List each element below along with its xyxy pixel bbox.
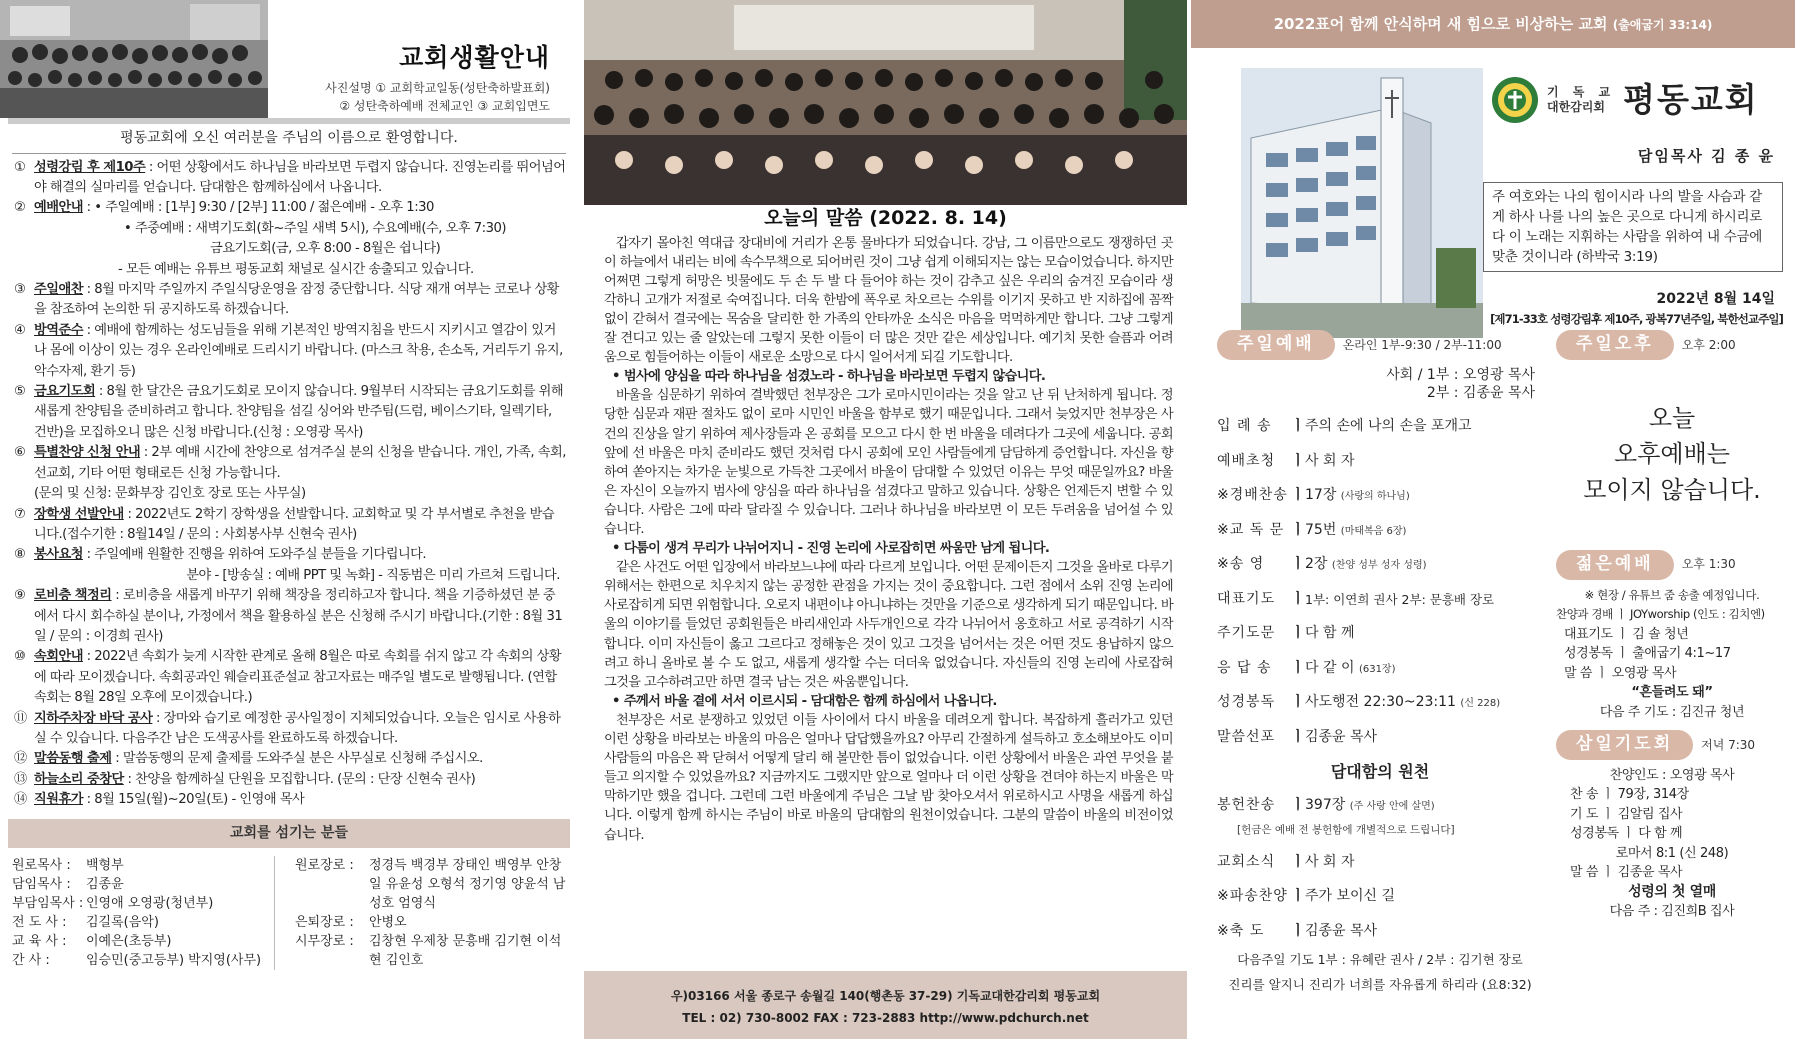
staff-row: 부담임목사 : 인영애 오영광(청년부) [12, 896, 214, 912]
sermon-paragraph: 바울을 심문하기 위하여 결박했던 천부장은 그가 로마시민이라는 것을 알고 난 뒤 난처하게 됩니다. 정당한 심문과 재판 절차도 없이 로마 시민인 바울을 함부로 했기 때문입니다. 그래서 늦었지만 천부장은 사건의 진상을 알기 위하여 제사장들과 온 공회를 모으고 다시 한 번 바울을 데려다가 그곳에 세웁니다. 공회 앞에 선 바울은 마치 준비라도 했던 것처럼 다시 공회에 모인 사람들에게 담담하게 증언합니다. 자신을 향하여 쏟아지는 차가운 눈빛으로 가득찬 그곳에서 바울이 담대할 수 있었던 이유는 무엇 때문일까요? 바울은 자신이 오늘까지 범사에 양심을 따라 하나님을 섬겼다고 말하고 있습니다. 상황은 언제든지 변할 수 있습니다. 사람은 그에 따라 달라질 수 있습니다. 그러나 하나님을 바라보면 이 모든 두려움을 넘어설 수 있습니다. [604, 388, 1173, 537]
notice-detail: (문의 및 신청: 문화부장 김인호 장로 또는 사무실) [34, 486, 306, 502]
denomination: 기 독 교 대한감리회 [1547, 85, 1616, 114]
order-item: 봉헌찬송 ㅣ 397장 (주 사랑 안에 살면) [1217, 797, 1435, 814]
offering-note: [헌금은 예배 전 봉헌함에 개별적으로 드립니다] [1237, 824, 1455, 837]
staff-list [0, 848, 578, 978]
staff-heading: 교회를 섬기는 분들 [8, 819, 570, 849]
notice-item: ⑥ 특별찬양 신청 안내 : 2부 예배 시간에 찬양으로 섬겨주실 분의 신청을 받습니다. 개인, 가족, 속회, 선교회, 기타 어떤 형태로든 신청 가능합니다. [14, 445, 566, 481]
yearly-motto: 2022표어 함께 안식하며 새 힘으로 비상하는 교회 (출애굽기 33:14) [1191, 0, 1795, 48]
sunday-service-label: 주일예배 [1217, 330, 1335, 360]
church-life-column [0, 0, 578, 1039]
notice-item: ⑪ 지하주차장 바닥 공사 : 장마와 습기로 예정한 공사일정이 지체되었습니다. 오늘은 임시로 사용하실 수 있습니다. 다음주간 남은 도색공사를 완료하도록 하겠습니다. [14, 710, 561, 746]
notice-item: ⑬ 하늘소리 중창단 : 찬양을 함께하실 단원을 모집합니다. (문의 : 단장 신현숙 권사) [14, 771, 476, 787]
notice-item: ⑫ 말씀동행 출제 : 말씀동행의 문제 출제를 도와주실 분은 사무실로 신청해 주십시오. [14, 751, 483, 767]
youth-service-time: 오후 1:30 [1681, 557, 1736, 572]
order-item: ※송 영 ㅣ 2장 (찬양 성부 성자 성령) [1217, 556, 1427, 573]
order-item: 응 답 송 ㅣ 다 같 이 (631장) [1217, 659, 1396, 676]
church-info [1191, 48, 1795, 348]
order-item: 성경봉독 ㅣ 사도행전 22:30~23:11 (신 228) [1217, 694, 1501, 711]
sunday-service-time: 온라인 1부-9:30 / 2부-11:00 [1342, 337, 1502, 352]
order-item: ※축 도 ㅣ 김종윤 목사 [1217, 922, 1378, 939]
order-item: 말씀선포 ㅣ 김종윤 목사 [1217, 728, 1378, 745]
sermon-title: 오늘의 말씀 (2022. 8. 14) [764, 207, 1007, 229]
order-item: ※경배찬송 ㅣ 17장 (사랑의 하나님) [1217, 487, 1410, 504]
sermon-subheading: • 범사에 양심을 따라 하나님을 섬겼노라 - 하나님을 바라보면 두렵지 않습니다. [612, 369, 1046, 385]
staff-row: 원로목사 : 백형부 [12, 858, 124, 874]
other-services [1556, 330, 1788, 922]
order-item: 주기도문 ㅣ 다 함 께 [1217, 625, 1355, 642]
order-item: ※교 독 문 ㅣ 75번 (마태복음 6장) [1217, 521, 1407, 538]
footer-verse: 진리를 알지니 진리가 너희를 자유롭게 하리라 (요8:32) [1228, 977, 1532, 993]
service-order [1217, 410, 1543, 994]
notice-detail: - 모든 예배는 유튜브 평동교회 채널로 실시간 송출되고 있습니다. [118, 261, 474, 277]
welcome-text: 평동교회에 오신 여러분을 주님의 이름으로 환영합니다. [12, 124, 566, 154]
afternoon-service-label: 주일오후 [1556, 330, 1674, 360]
youth-service-label: 젊은예배 [1556, 550, 1674, 580]
staff-row: 원로장로 : 정경득 백경부 장태인 백영부 안창일 유윤성 오형석 정기영 양윤석 남성호 엄영식 [295, 858, 566, 912]
afternoon-service-time: 오후 2:00 [1681, 337, 1736, 352]
notice-item: ⑭ 직원휴가 : 8월 15일(월)~20일(토) - 인영애 목사 [14, 792, 305, 808]
sunday-service [1217, 330, 1543, 994]
service-leaders: 사회 / 1부 : 오영광 목사 2부 : 김종윤 목사 [1386, 366, 1535, 401]
worship-order-column [1191, 0, 1795, 1039]
sermon-paragraph: 갑자기 몰아친 역대급 장대비에 거리가 온통 물바다가 되었습니다. 강남, 그 이름만으로도 쟁쟁하던 곳이 하늘에서 내리는 비에 속수무책으로 되어버린 것이 그냥 쉽게 이해되지는 않는 모습이었습니다. 하지만 어쩌면 그렇게 허망은 빗물에도 두 손 두 발 다 들어야 하는 것이 감추고 싶은 우리의 숨겨진 모습이라 생각하니 고개가 저절로 숙여집니다. 더욱 한밤에 폭우로 차오르는 수위를 이기지 못하고 반 지하집에 꼼짝없이 갇혀서 결국에는 목숨을 달리한 한 가족의 안타까운 소식은 마음을 먹먹하게만 합니다. 그냥 그렇게 잘 견디고 있는 줄 알았는데 그렇지 못한 이들이 더 많은 것만 같은 세상입니다. 예기치 못한 슬픔과 어려움으로 힘들어하는 이들이 새로운 소망으로 다시 일어서게 되길 기도합니다. [604, 235, 1173, 366]
afternoon-cancel-notice: 오늘 오후예배는 모이지 않습니다. [1583, 403, 1761, 504]
notice-item: ③ 주일애찬 : 8월 마지막 주일까지 주일식당운영을 잠정 중단합니다. 식당 재개 여부는 코로나 상황을 참조하여 논의한 뒤 공지하도록 하겠습니다. [14, 282, 559, 318]
page-title: 교회생활안내 [399, 43, 550, 72]
order-item: ※파송찬양 ㅣ 주가 보이신 길 [1217, 888, 1396, 905]
youth-service-order: ※ 현장 / 유튜브 줌 송출 예정입니다. 찬양과 경배 ㅣ JOYworship (인도 : 김치엔) 대표기도 ㅣ 김 솔 청년 성경봉독 ㅣ 출애굽기 4:1~17 말 씀 ㅣ 오영광 목사 “흔들려도 돼” 다음 주 기도 : 김진규 청년 [1556, 587, 1765, 720]
notice-item: ⑧ 봉사요청 : 주일예배 원활한 진행을 위하여 도와주실 분들을 기다립니다. [14, 547, 427, 563]
sermon-body [584, 234, 1187, 845]
sermon-subheading: • 주께서 바울 곁에 서서 이르시되 - 담대함은 함께 하심에서 나옵니다. [612, 693, 997, 709]
notice-item: ⑩ 속회안내 : 2022년 속회가 늦게 시작한 관계로 올해 8월은 따로 속회를 쉬지 않고 각 속회의 상황에 따라 모이겠습니다. 속회공과인 웨슬리표준설교 참고자료는 매주일 별도로 발행됩니다. (연합속회는 8월 28일 오후에 모이겠습니다.) [14, 649, 562, 706]
notice-item: ⑤ 금요기도회 : 8월 한 달간은 금요기도회로 모이지 않습니다. 9월부터 시작되는 금요기도회를 위해 새롭게 찬양팀을 준비하려고 합니다. 찬양팀을 섬길 싱어와 반주팀(드럼, 베이스기타, 일렉기타, 건반)을 모집하오니 많은 신청 바랍니다.(신청 : 오영광 목사) [14, 384, 564, 440]
notice-item: ⑦ 장학생 선발안내 : 2022년도 2학기 장학생을 선발합니다. 교회학교 및 각 부서별로 추천을 받습니다.(접수기한 : 8월14일 / 문의 : 사회봉사부 신현숙 권사) [14, 506, 555, 542]
sermon-subheading: • 다툼이 생겨 무리가 나뉘어지니 - 진영 논리에 사로잡히면 싸움만 남게 됩니다. [612, 541, 1050, 557]
bulletin-date: 2022년 8월 14일 [1656, 291, 1775, 307]
notice-detail: 분야 - [방송실 : 예배 PPT 및 녹화] - 직동범은 미리 가르쳐 드립니다. [186, 567, 560, 583]
church-building-image [1241, 68, 1483, 338]
church-address: 우)03166 서울 종로구 송월길 140(행촌동 37-29) 기독교대한감리회 평동교회 TEL : 02) 730-8002 FAX : 723-2883 http://www.pdchurch.net [584, 971, 1187, 1039]
church-name: 평동교회 [1623, 79, 1759, 119]
staff-row: 담임목사 : 김종윤 [12, 877, 124, 893]
notice-item: ④ 방역준수 : 예배에 함께하는 성도님들을 위해 기본적인 방역지침을 반드시 지키시고 열감이 있거나 몸에 이상이 있는 경우 온라인예배로 드리시기 바랍니다. (마스크 착용, 손소독, 거리두기 유지, 악수자제, 환기 등) [14, 322, 563, 379]
staff-row: 시무장로 : 김창현 우제창 문흥배 김기현 이석현 김인호 [295, 934, 562, 969]
order-item: 예배초청 ㅣ 사 회 자 [1217, 452, 1355, 469]
order-item: 입 례 송 ㅣ 주의 손에 나의 손을 포개고 [1217, 418, 1472, 435]
congregation-photo [584, 0, 1187, 205]
sermon-title-small: 담대함의 원천 [1330, 761, 1430, 781]
wednesday-prayer-order: 찬양인도 : 오영광 목사 찬 송 ㅣ 79장, 314장 기 도 ㅣ 김알림 집사 성경봉독 ㅣ 다 함 께 로마서 8:1 (신 248) 말 씀 ㅣ 김종윤 목사 성령의 첫 열매 다음 주 : 김진희B 집사 [1570, 767, 1735, 920]
staff-row: 은퇴장로 : 안병오 [295, 915, 407, 931]
bulletin-issue: [제71-33호 성령강림후 제10주, 광복77년주일, 북한선교주일] [1490, 312, 1783, 326]
notice-detail: 금요기도회(금, 오후 8:00 - 8월은 쉽니다) [210, 241, 441, 257]
staff-row: 교 육 사 : 이예은(초등부) [12, 934, 172, 950]
wednesday-prayer-label: 삼일기도회 [1556, 730, 1693, 760]
sermon-paragraph: 천부장은 서로 분쟁하고 있었던 이들 사이에서 다시 바울을 데려오게 합니다. 복잡하게 흘러가고 있던 이런 상황을 바라보는 바울의 마음은 얼마나 답답했을까요? 아무리 간절하게 설득하고 호소해보아도 이미 사람들의 마음은 꽉 닫혀서 어떻게 달리 해 볼만한 틈이 없었습니다. 이런 상황에서 바울은 과연 무엇을 붙들고 의지할 수 있었을까요? 지금까지도 그랬지만 앞으로 얼마나 더 이런 상황을 견뎌야 하는지 바울은 막막하기만 했을 겁니다. 그런데 그런 바울에게 주님은 그날 밤 찾아오셔서 위로하시고 사명을 새롭게 하십니다. 이렇게 함께 하시는 주님이 바로 바울의 담대함의 원천이었습니다. 그분의 말씀이 바울의 비전이었습니다. [604, 712, 1173, 843]
notice-item: ② 예배안내 : • 주일예배 : [1부] 9:30 / [2부] 11:00 / 젊은예배 - 오후 1:30 [14, 200, 434, 216]
staff-row: 간 사 : 임승민(중고등부) 박지영(사무) [12, 953, 262, 969]
sermon-paragraph: 같은 사건도 어떤 입장에서 바라보느냐에 따라 다르게 보입니다. 어떤 문제이든지 그것을 올바로 다루기 위해서는 한편으로 치우치지 않는 공정한 관점을 가지는 것이 중요합니다. 그런 점에서 소위 진영 논리에 사로잡히게 되면 위험합니다. 오로지 내편이냐 아니냐하는 것만을 기준으로 생각하게 되기 때문입니다. 바울의 이야기를 들었던 공회원들은 바리새인과 사두개인으로 각각 나뉘어서 옹호하고 서로 공격하기 시작합니다. 이미 자신들이 옳고 그르다고 정해놓은 것이 있고 그것을 넘어서는 것은 어떤 것도 용납하지 않으려고 하니 올바로 볼 수 도 없고, 새롭게 생각할 수는 더더욱 없었습니다. 자신들의 진영 논리에 사로잡혀 그것을 고수하려고만 하면 결국 남는 것은 싸움뿐입니다. [604, 560, 1173, 690]
notice-detail: • 주중예배 : 새벽기도회(화~주일 새벽 5시), 수요예배(수, 오후 7:30) [124, 220, 507, 236]
staff-row: 전 도 사 : 김길록(음악) [12, 915, 159, 931]
notice-item: ⑨ 로비층 책정리 : 로비층을 새롭게 바꾸기 위해 책장을 정리하고자 합니다. 책을 기증하셨던 분 중에서 다시 회수하실 분이나, 가정에서 책을 활용하실 분은 신청해 주시기 바랍니다.(기한 : 8월 31일 / 문의 : 이경희 권사) [14, 588, 563, 644]
sermon-column [584, 0, 1187, 1039]
notice-list [0, 154, 578, 811]
wednesday-prayer-time: 저녁 7:30 [1701, 737, 1756, 752]
next-week-prayer: 다음주일 기도 1부 : 유혜란 권사 / 2부 : 김기현 장로 [1237, 951, 1523, 967]
scripture-verse: 주 여호와는 나의 힘이시라 나의 발을 사슴과 같게 하사 나를 나의 높은 곳으로 다니게 하시리로다 이 노래는 지휘하는 사람을 위하여 내 수금에 맞춘 것이니라 (하박국 3:19) [1483, 182, 1783, 272]
church-school-photo [0, 0, 268, 118]
notice-item: ① 성령강림 후 제10주 : 어떤 상황에서도 하나님을 바라보면 두렵지 않습니다. 진영논리를 뛰어넘어야 해결의 실마리를 얻습니다. 담대함은 함께하심에서 나옵니다. [14, 159, 566, 195]
church-logo-area [1491, 76, 1759, 124]
order-item: 대표기도 ㅣ 1부: 이연희 권사 2부: 문흥배 장로 [1217, 590, 1495, 607]
left-header [0, 0, 578, 118]
methodist-emblem-icon [1491, 76, 1539, 124]
senior-pastor: 담임목사 김 종 윤 [1637, 147, 1775, 165]
order-item: 교회소식 ㅣ 사 회 자 [1217, 853, 1355, 870]
photo-caption: 사진설명 ① 교회학교일동(성탄축하발표회) ② 성탄축하예배 전체교인 ③ 교회입면도 [325, 81, 550, 113]
